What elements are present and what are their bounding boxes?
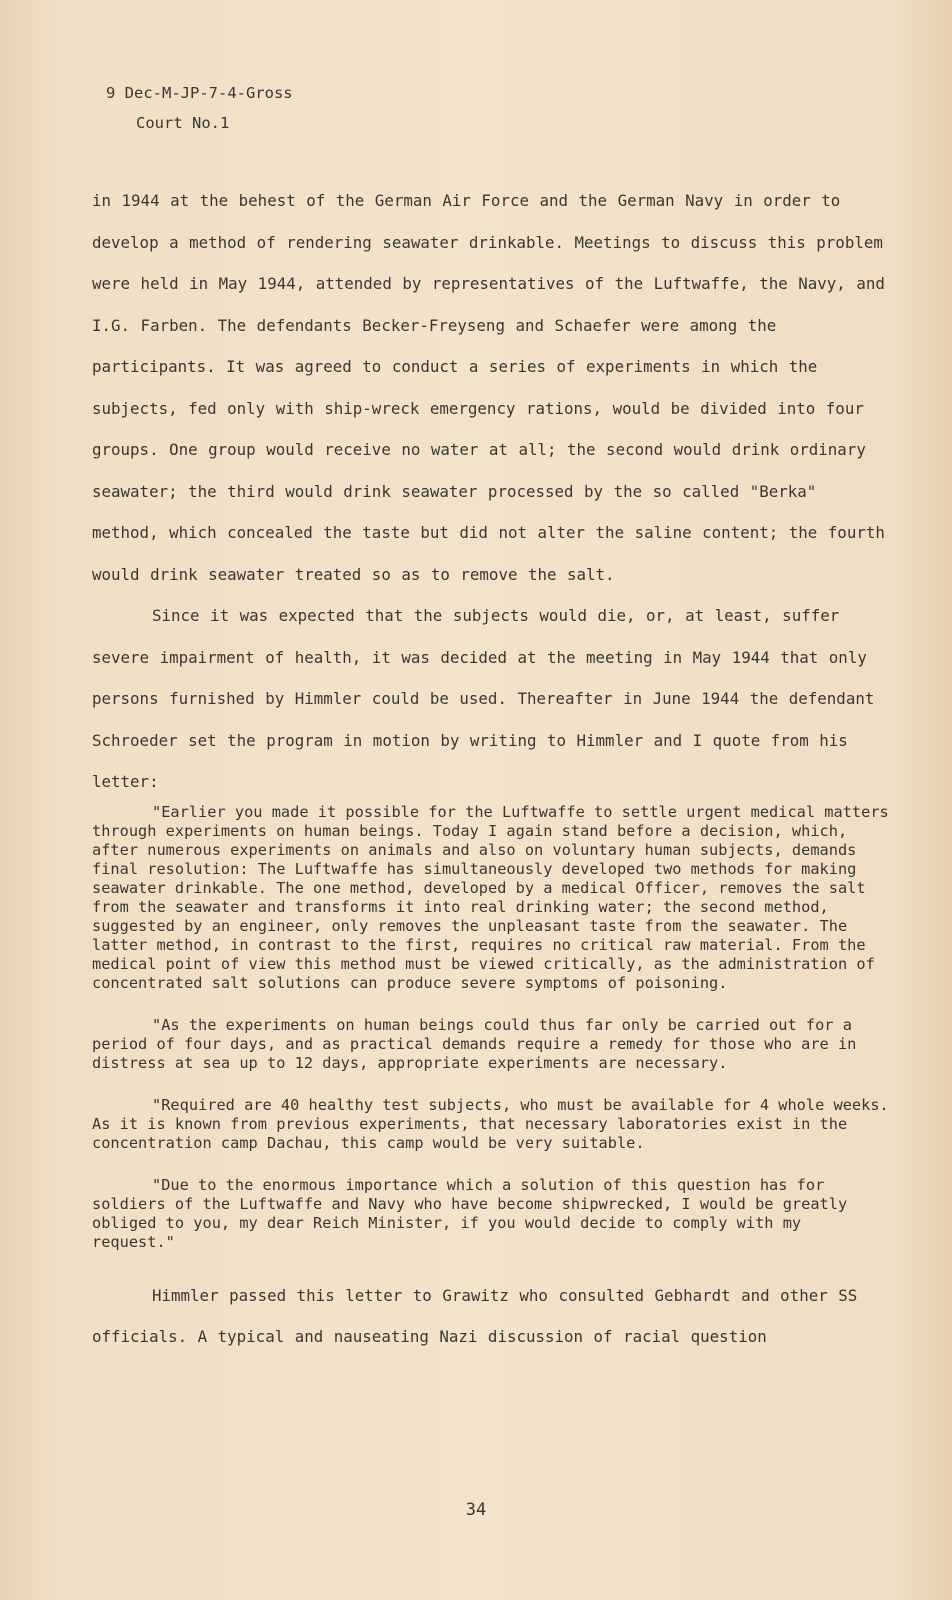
header-reference: 9 Dec-M-JP-7-4-Gross (106, 84, 293, 102)
quote-paragraph-1: "Earlier you made it possible for the Luftwaffe to settle urgent medical matters through experiments on human beings. Today I again stand before a decision, which, after numerous experiments on animals and also on voluntary human subjects, demands final resolution: The Luftwaffe has simultaneously developed two methods for making seawater drinkable. The one method, developed by a medical Officer, removes the salt from the seawater and transforms it into real drinking water; the second method, suggested by an engineer, only removes the unpleasant taste from the seawater. The latter method, in contrast to the first, requires no critical raw material. From the medical point of view this method must be viewed critically, as the administration of concentrated salt solutions can produce severe symptoms of poisoning. (92, 802, 889, 992)
quote-paragraph-4: "Due to the enormous importance which a solution of this question has for soldiers of the Luftwaffe and Navy who have become shipwrecked, I would be greatly obliged to you, my dear Reich Minister, if you would decide to comply with my request." (92, 1175, 848, 1251)
document-body (92, 180, 892, 1358)
paragraph-1: in 1944 at the behest of the German Air Force and the German Navy in order to develop a method of rendering seawater drinkable. Meetings to discuss this problem were held in May 1944, attended by representatives of the Luftwaffe, the Navy, and I.G. Farben. The defendants Becker-Freyseng and Schaefer were among the participants. It was agreed to conduct a series of experiments in which the subjects, fed only with ship-wreck emergency rations, would be divided into four groups. One group would receive no water at all; the second would drink ordinary seawater; the third would drink seawater processed by the so called "Berka" method, which concealed the taste but did not alter the saline content; the fourth would drink seawater treated so as to remove the salt. (92, 191, 885, 584)
paragraph-2: Since it was expected that the subjects would die, or, at least, suffer severe impairment of health, it was decided at the meeting in May 1944 that only persons furnished by Himmler could be used. Thereafter in June 1944 the defendant Schroeder set the program in motion by writing to Himmler and I quote from his letter: (92, 606, 875, 791)
header-court: Court No.1 (136, 114, 230, 132)
page-number: 34 (465, 1500, 487, 1520)
paragraph-3: Himmler passed this letter to Grawitz who consulted Gebhardt and other SS officials. A typical and nauseating Nazi discussion of racial question (92, 1285, 858, 1346)
quote-paragraph-3: "Required are 40 healthy test subjects, who must be available for 4 whole weeks. As it is known from previous experiments, that necessary laboratories exist in the concentration camp Dachau, this camp would be very suitable. (92, 1095, 889, 1152)
quote-paragraph-2: "As the experiments on human beings could thus far only be carried out for a period of four days, and as practical demands require a remedy for those who are in distress at sea up to 12 days, appropriate experiments are necessary. (92, 1015, 857, 1072)
quoted-letter (92, 803, 892, 1252)
document-header (106, 84, 293, 132)
